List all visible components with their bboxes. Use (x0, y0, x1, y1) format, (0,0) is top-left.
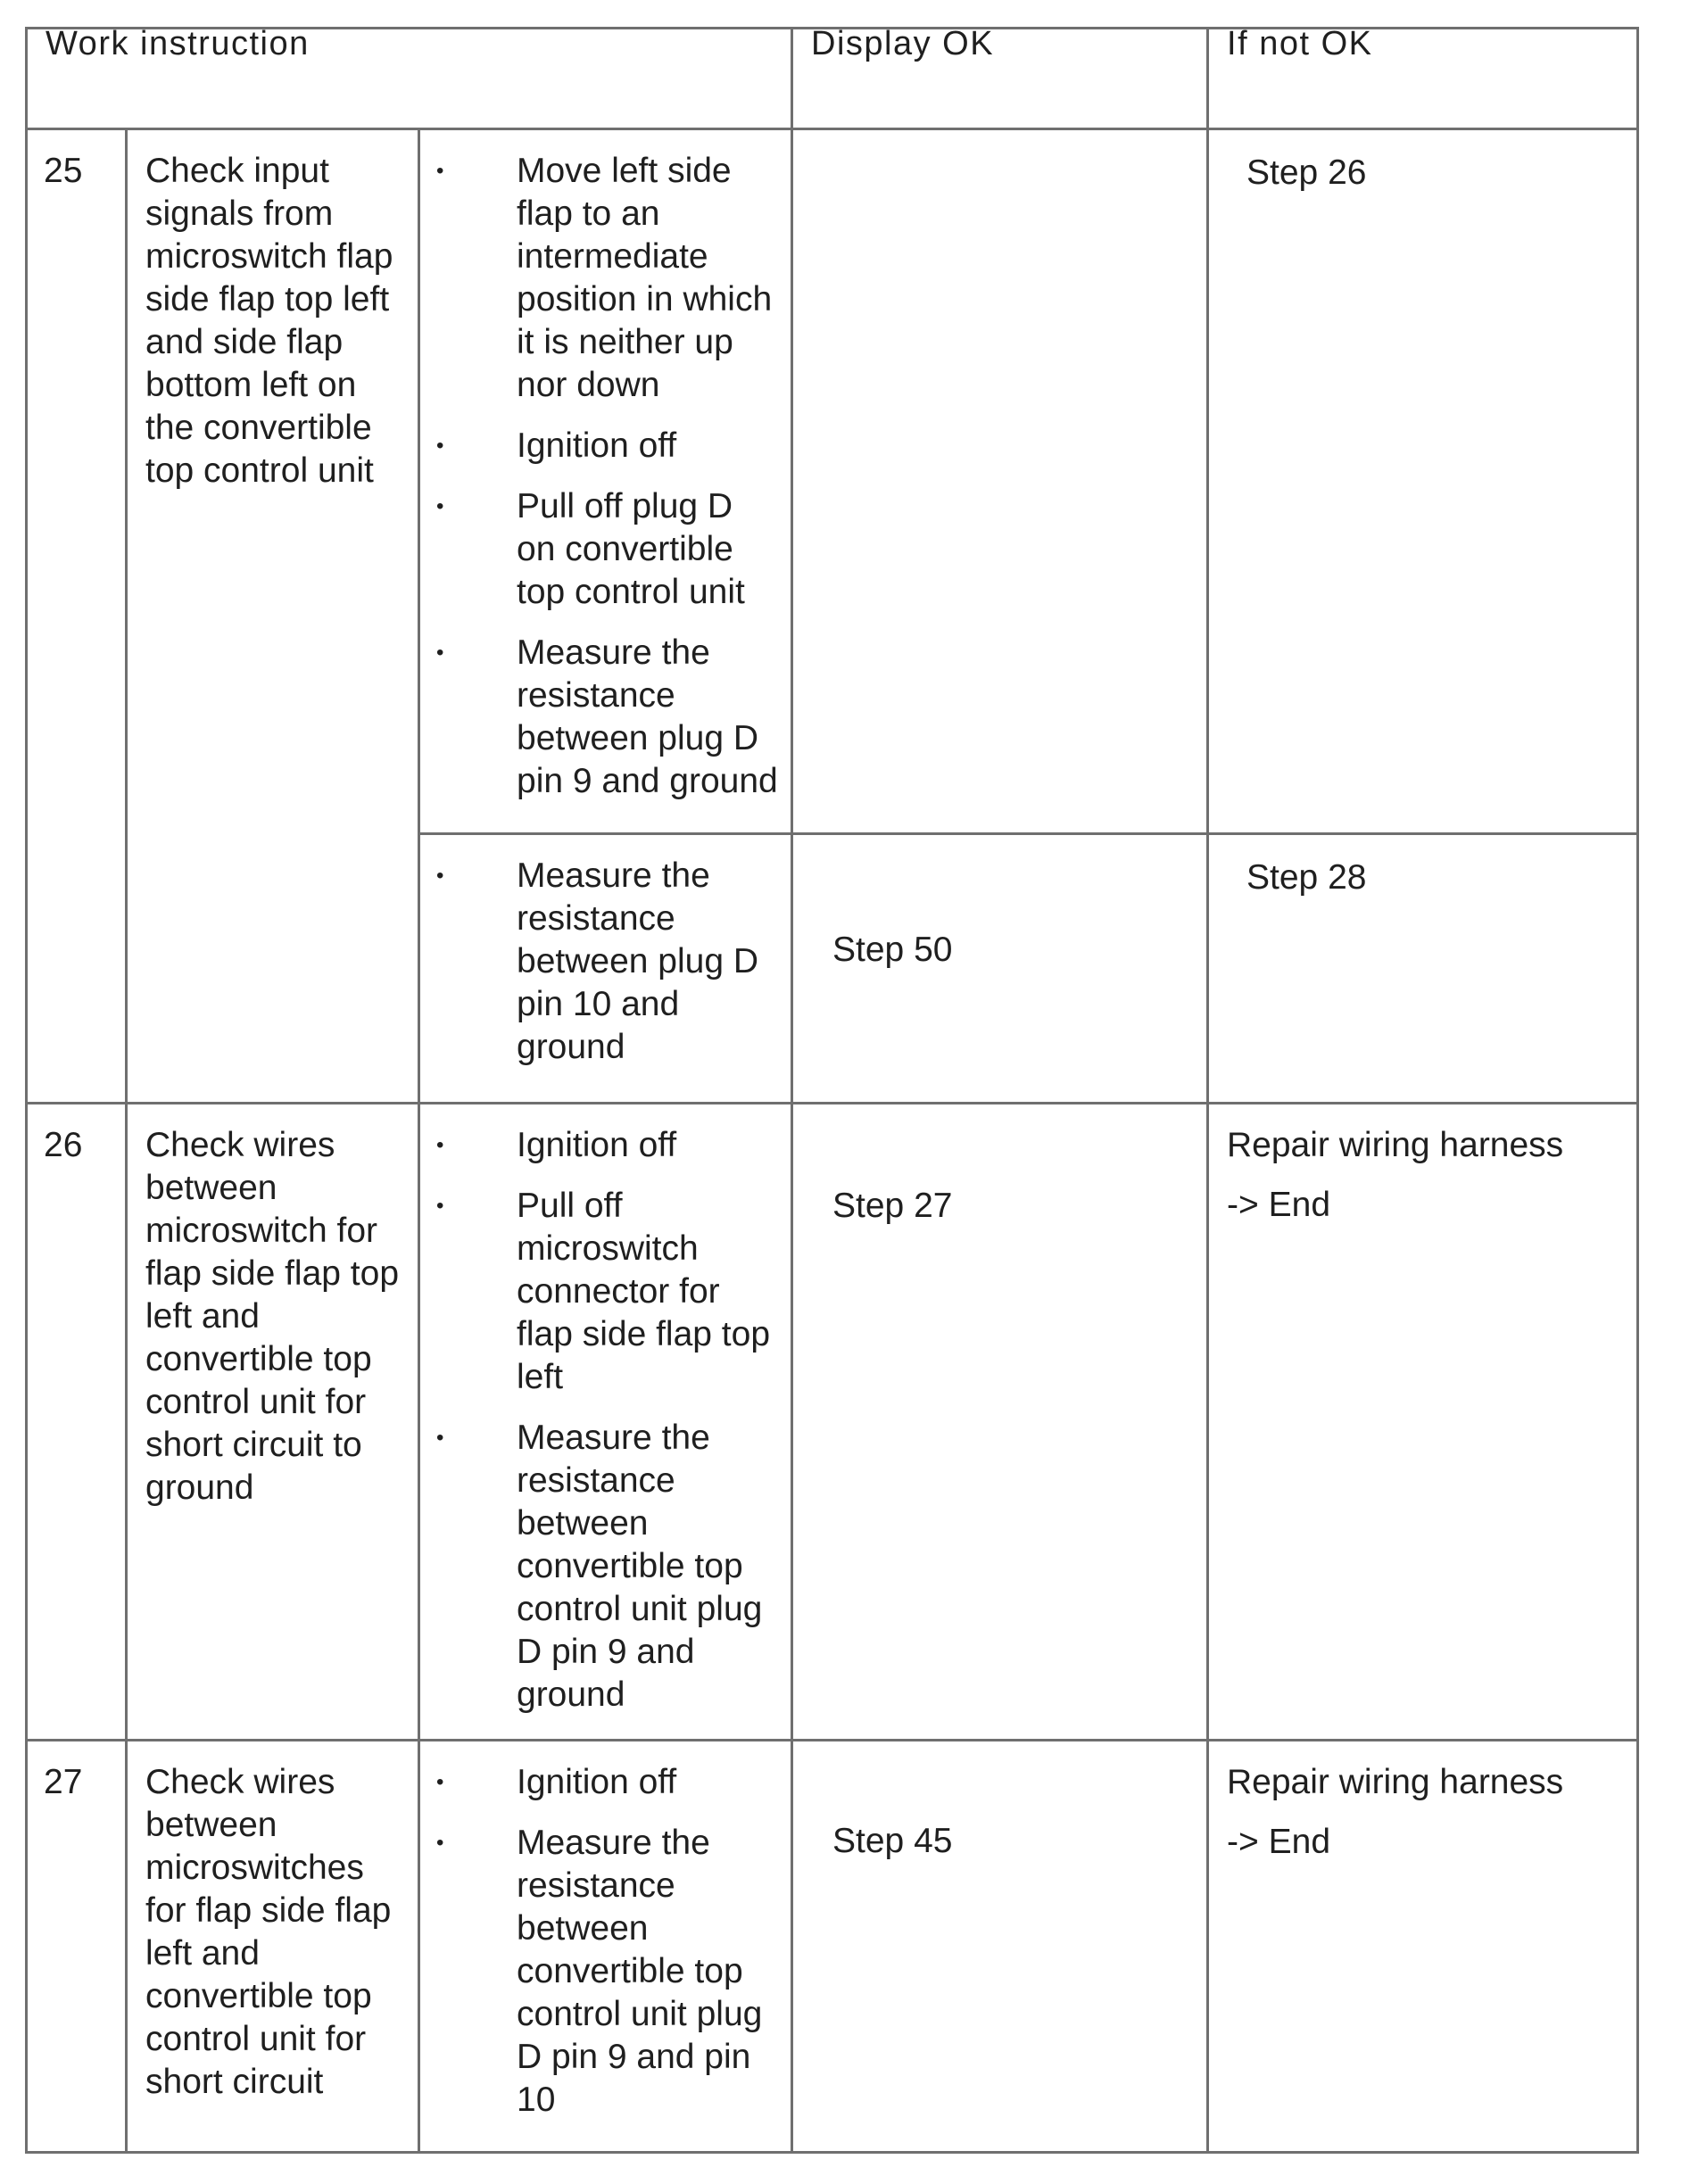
list-item: • Measure the resistance between convertible top control unit plug D pin 9 and pin 10 (433, 1822, 778, 2122)
bullet-dot-icon: • (436, 641, 444, 665)
step-actions (419, 834, 792, 1104)
list-item: • Measure the resistance between plug D pin 9 and ground (433, 632, 778, 803)
header-work-instruction: Work instruction (27, 29, 792, 129)
if-not-ok-cell: Repair wiring harness -> End (1208, 1104, 1638, 1741)
table-header-row (27, 29, 1638, 129)
work-instruction-table (25, 27, 1639, 2154)
display-ok-cell (792, 129, 1208, 834)
list-item: • Measure the resistance between convertible top control unit plug D pin 9 and ground (433, 1417, 778, 1717)
list-item: • Ignition off (433, 425, 778, 467)
work-instruction-sheet (25, 27, 1636, 2154)
list-item: • Pull off microswitch connector for flap side flap top left (433, 1185, 778, 1399)
display-ok-cell: Step 45 (792, 1741, 1208, 2153)
step-description: Check input signals from microswitch flap side flap top left and side flap bottom left on the convertible top control unit (127, 129, 419, 1104)
display-ok-cell: Step 50 (792, 834, 1208, 1104)
table-row-25a (27, 129, 1638, 834)
step-number: 25 (27, 129, 127, 1104)
bullet-dot-icon: • (436, 864, 444, 888)
if-not-ok-cell: Step 28 (1208, 834, 1638, 1104)
header-if-not-ok: If not OK (1208, 29, 1638, 129)
header-display-ok: Display OK (792, 29, 1208, 129)
step-number: 27 (27, 1741, 127, 2153)
step-actions (419, 1104, 792, 1741)
step-description: Check wires between microswitches for flap side flap left and convertible top control unit for short circuit (127, 1741, 419, 2153)
bullet-dot-icon: • (436, 159, 444, 183)
bullet-dot-icon: • (436, 1133, 444, 1157)
bullet-dot-icon: • (436, 494, 444, 518)
step-actions (419, 1741, 792, 2153)
display-ok-cell: Step 27 (792, 1104, 1208, 1741)
list-item: • Ignition off (433, 1124, 778, 1167)
table-row-27 (27, 1741, 1638, 2153)
bullet-dot-icon: • (436, 1426, 444, 1450)
table-row-26 (27, 1104, 1638, 1741)
list-item: • Measure the resistance between plug D pin 10 and ground (433, 855, 778, 1069)
step-actions (419, 129, 792, 834)
if-not-ok-cell: Step 26 (1208, 129, 1638, 834)
step-description: Check wires between microswitch for flap side flap top left and convertible top control unit for short circuit to ground (127, 1104, 419, 1741)
if-not-ok-cell: Repair wiring harness -> End (1208, 1741, 1638, 2153)
list-item: • Move left side flap to an intermediate position in which it is neither up nor down (433, 150, 778, 407)
step-number: 26 (27, 1104, 127, 1741)
list-item: • Ignition off (433, 1761, 778, 1804)
bullet-dot-icon: • (436, 434, 444, 458)
bullet-dot-icon: • (436, 1194, 444, 1218)
list-item: • Pull off plug D on convertible top control unit (433, 485, 778, 614)
bullet-dot-icon: • (436, 1831, 444, 1855)
bullet-dot-icon: • (436, 1770, 444, 1794)
